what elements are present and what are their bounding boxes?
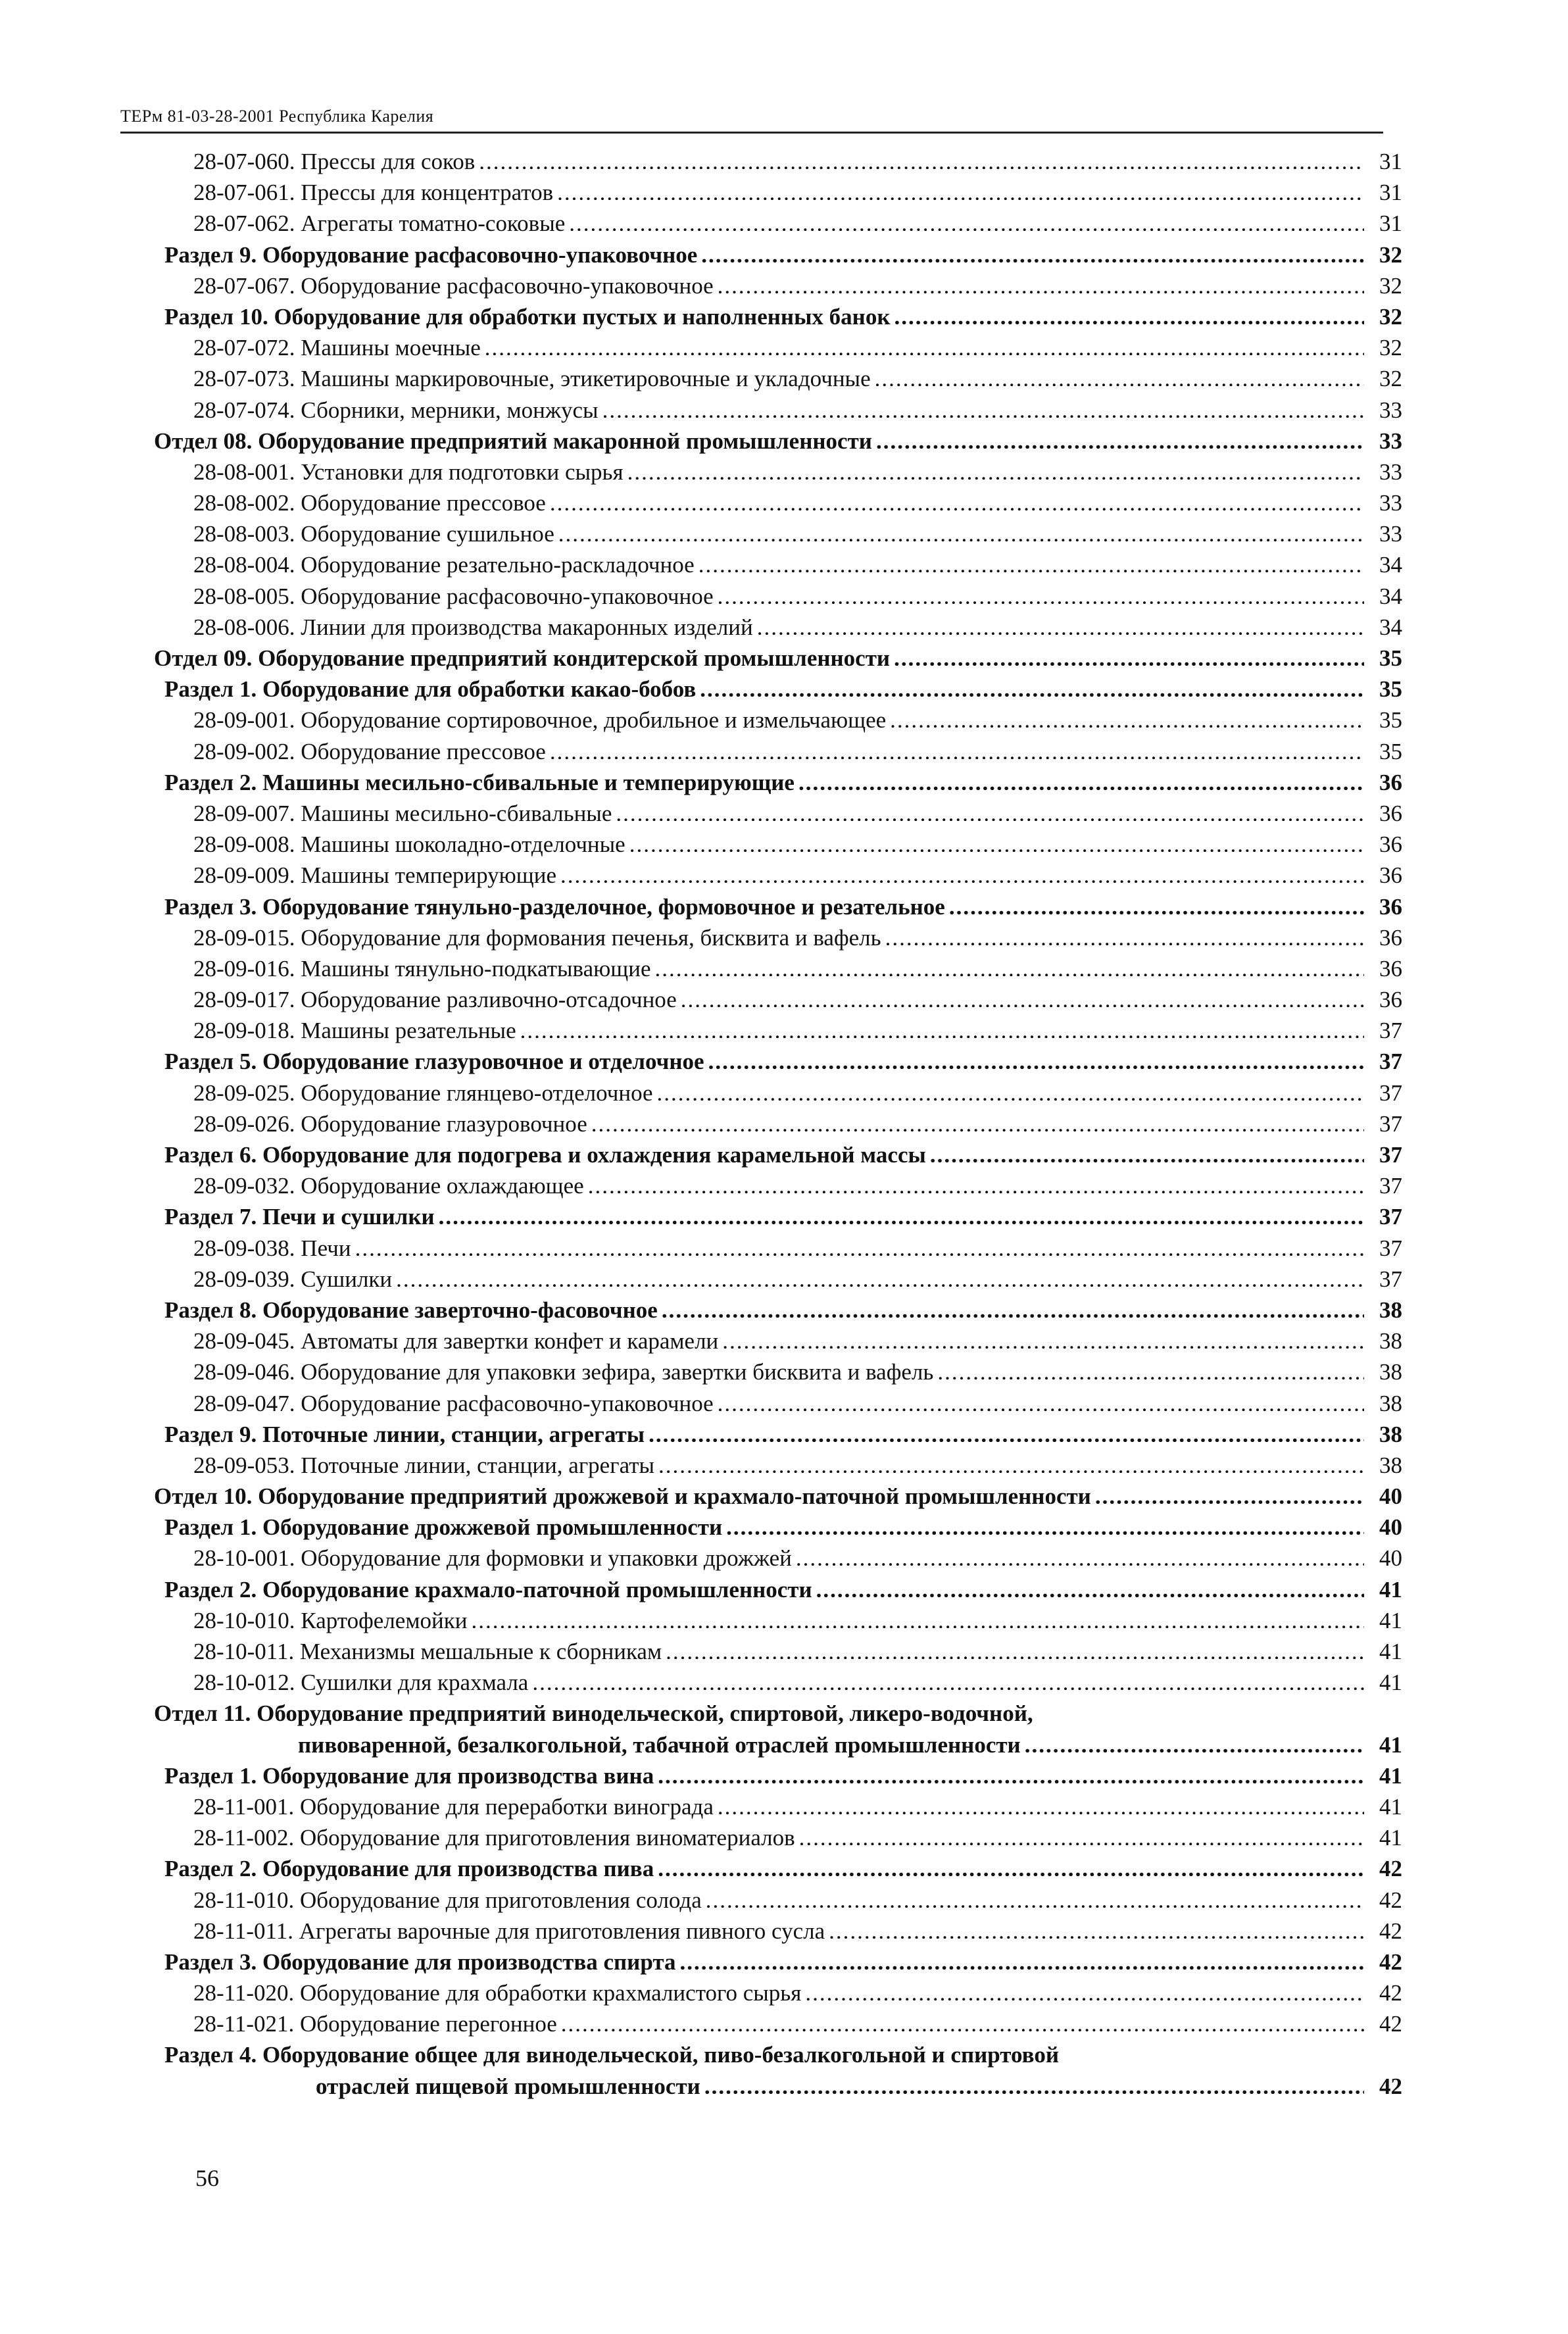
toc-entry xyxy=(141,860,1402,891)
dot-leader xyxy=(681,984,1364,1007)
toc-entry-page: 35 xyxy=(1379,645,1402,671)
toc-entry-page: 37 xyxy=(1379,1142,1402,1168)
toc-entry xyxy=(141,1326,1402,1356)
toc-entry-page: 36 xyxy=(1379,955,1402,981)
toc-entry-title: 28-11-010. Оборудование для приготовления солода xyxy=(193,1887,702,1913)
toc-entry xyxy=(141,518,1402,549)
toc-entry-title: 28-11-001. Оборудование для переработки винограда xyxy=(193,1793,714,1820)
dot-leader xyxy=(949,891,1364,914)
toc-entry xyxy=(141,1139,1402,1170)
dot-leader xyxy=(550,487,1364,510)
toc-entry-title: 28-08-004. Оборудование резательно-раскладочное xyxy=(193,552,695,578)
dot-leader xyxy=(937,1356,1364,1379)
dot-leader xyxy=(757,612,1364,635)
dot-leader xyxy=(704,2071,1364,2094)
dot-leader xyxy=(829,1916,1364,1939)
toc-entry xyxy=(141,332,1402,363)
toc-entry xyxy=(141,549,1402,580)
toc-entry-page: 36 xyxy=(1379,893,1402,920)
toc-entry-page: 36 xyxy=(1379,832,1402,858)
toc-entry xyxy=(141,1108,1402,1139)
toc-entry-page: 38 xyxy=(1379,1359,1402,1385)
dot-leader xyxy=(627,457,1364,480)
dot-leader xyxy=(875,363,1364,386)
toc-entry xyxy=(141,1853,1402,1884)
toc-entry xyxy=(141,1947,1402,1977)
toc-entry xyxy=(141,1574,1402,1605)
toc-entry-title: 28-10-010. Картофелемойки xyxy=(193,1607,468,1633)
toc-entry-page: 32 xyxy=(1379,272,1402,299)
toc-entry-title: Раздел 6. Оборудование для подогрева и охлаждения карамельной массы xyxy=(164,1142,926,1168)
toc-entry xyxy=(141,612,1402,643)
toc-entry-title: 28-07-074. Сборники, мерники, монжусы xyxy=(193,397,599,423)
dot-leader xyxy=(550,736,1364,759)
toc-entry xyxy=(141,146,1402,177)
toc-entry-title: 28-07-060. Прессы для соков xyxy=(193,149,476,174)
toc-entry-title: 28-08-002. Оборудование прессовое xyxy=(193,490,546,516)
toc-entry xyxy=(141,395,1402,426)
toc-entry xyxy=(141,674,1402,705)
toc-entry-page: 31 xyxy=(1379,180,1402,206)
toc-entry xyxy=(141,1295,1402,1326)
toc-entry-page: 35 xyxy=(1379,738,1402,764)
toc-entry-title: Раздел 9. Поточные линии, станции, агрегаты xyxy=(164,1421,645,1447)
toc-entry-title: Раздел 7. Печи и сушилки xyxy=(164,1204,435,1230)
toc-entry xyxy=(141,1977,1402,2008)
dot-leader xyxy=(591,1108,1364,1131)
dot-leader xyxy=(876,426,1364,449)
toc-entry xyxy=(141,363,1402,394)
toc-entry-title: 28-09-002. Оборудование прессовое xyxy=(193,738,546,764)
toc-entry-page: 38 xyxy=(1379,1297,1402,1323)
dot-leader xyxy=(722,1326,1364,1349)
toc-entry-page: 40 xyxy=(1379,1483,1402,1510)
dot-leader xyxy=(718,1388,1364,1411)
dot-leader xyxy=(1025,1729,1364,1752)
toc-entry-title: 28-10-011. Механизмы мешальные к сборникам xyxy=(193,1639,662,1664)
toc-entry-page: 37 xyxy=(1379,1173,1402,1199)
dot-leader xyxy=(701,239,1364,262)
toc-entry-title: 28-09-007. Машины месильно-сбивальные xyxy=(193,800,612,826)
toc-entry-title: Раздел 2. Оборудование для производства пива xyxy=(164,1856,654,1882)
table-of-contents xyxy=(141,146,1402,2102)
toc-entry-page: 42 xyxy=(1379,1887,1402,1913)
toc-entry-page: 38 xyxy=(1379,1452,1402,1478)
toc-entry-title: 28-07-072. Машины моечные xyxy=(193,335,481,361)
toc-entry-page: 37 xyxy=(1379,1235,1402,1261)
toc-entry xyxy=(141,1015,1402,1046)
toc-entry-title: Раздел 9. Оборудование расфасовочно-упаковочное xyxy=(164,241,698,268)
toc-entry-page: 37 xyxy=(1379,1018,1402,1044)
toc-entry xyxy=(141,1078,1402,1108)
toc-entry-page: 38 xyxy=(1379,1328,1402,1354)
toc-entry-page: 40 xyxy=(1379,1545,1402,1572)
toc-entry xyxy=(141,891,1402,922)
toc-entry-page: 36 xyxy=(1379,862,1402,889)
dot-leader xyxy=(718,581,1364,604)
page-number: 56 xyxy=(195,2165,219,2191)
toc-entry-title: отраслей пищевой промышленности xyxy=(316,2073,700,2099)
toc-entry-title: 28-07-061. Прессы для концентратов xyxy=(193,180,554,206)
toc-entry xyxy=(141,1667,1402,1698)
toc-entry-title: 28-08-005. Оборудование расфасовочно-упаковочное xyxy=(193,583,714,609)
toc-entry xyxy=(141,1916,1402,1947)
toc-entry-page: 42 xyxy=(1379,1918,1402,1944)
dot-leader xyxy=(658,1760,1364,1783)
dot-leader xyxy=(532,1667,1364,1690)
toc-entry-title: 28-09-038. Печи xyxy=(193,1235,351,1261)
toc-entry-title: Раздел 3. Оборудование для производства спирта xyxy=(164,1949,676,1975)
toc-entry-page: 36 xyxy=(1379,924,1402,951)
toc-entry-title: Раздел 1. Оборудование дрожжевой промышленности xyxy=(164,1514,723,1541)
toc-entry-title: Раздел 3. Оборудование тянульно-разделочное, формовочное и резательное xyxy=(164,893,945,920)
toc-entry-title: Раздел 8. Оборудование заверточно-фасовочное xyxy=(164,1297,658,1323)
dot-leader xyxy=(616,798,1364,821)
toc-entry-title: 28-09-009. Машины темперирующие xyxy=(193,862,557,889)
dot-leader xyxy=(666,1636,1364,1659)
toc-entry xyxy=(141,1419,1402,1450)
toc-entry xyxy=(141,301,1402,332)
toc-entry-page: 38 xyxy=(1379,1421,1402,1447)
toc-entry-page: 32 xyxy=(1379,335,1402,361)
dot-leader xyxy=(558,518,1364,541)
toc-entry-title: Раздел 2. Машины месильно-сбивальные и темперирующие xyxy=(164,769,795,795)
dot-leader xyxy=(698,549,1364,572)
toc-entry-page: 37 xyxy=(1379,1110,1402,1137)
dot-leader xyxy=(355,1233,1364,1256)
toc-entry xyxy=(141,1885,1402,1916)
toc-entry xyxy=(141,1356,1402,1387)
dot-leader xyxy=(588,1170,1364,1193)
dot-leader xyxy=(655,953,1365,976)
toc-entry xyxy=(141,1046,1402,1077)
toc-entry-page: 41 xyxy=(1379,1639,1402,1664)
toc-entry-title: 28-11-021. Оборудование перегонное xyxy=(193,2011,557,2037)
toc-entry-title: Раздел 1. Оборудование для производства вина xyxy=(164,1762,654,1789)
dot-leader xyxy=(557,177,1364,200)
dot-leader xyxy=(890,705,1364,728)
toc-entry xyxy=(141,953,1402,984)
toc-entry-title: 28-09-016. Машины тянульно-подкатывающие xyxy=(193,955,651,981)
toc-entry-page: 32 xyxy=(1379,241,1402,268)
dot-leader xyxy=(629,829,1364,852)
toc-entry xyxy=(141,767,1402,798)
toc-entry-page: 42 xyxy=(1379,2011,1402,2037)
toc-entry-page: 31 xyxy=(1379,211,1402,237)
toc-entry xyxy=(141,487,1402,518)
dot-leader xyxy=(816,1574,1364,1597)
toc-entry-title: 28-09-047. Оборудование расфасовочно-упаковочное xyxy=(193,1390,714,1416)
toc-entry-page: 41 xyxy=(1379,1731,1402,1758)
toc-entry xyxy=(141,705,1402,735)
toc-entry xyxy=(141,457,1402,487)
dot-leader xyxy=(1095,1481,1364,1504)
toc-entry xyxy=(141,1233,1402,1264)
dot-leader xyxy=(520,1015,1364,1038)
dot-leader xyxy=(718,1791,1364,1814)
toc-entry-title: Раздел 10. Оборудование для обработки пустых и наполненных банок xyxy=(164,303,891,330)
toc-entry-page: 38 xyxy=(1379,1390,1402,1416)
dot-leader xyxy=(485,332,1364,355)
dot-leader xyxy=(706,1885,1364,1908)
toc-entry xyxy=(141,208,1402,239)
toc-entry-page: 37 xyxy=(1379,1266,1402,1292)
toc-entry-title: 28-09-018. Машины резательные xyxy=(193,1018,516,1044)
toc-entry xyxy=(141,1481,1402,1512)
toc-entry-title: Отдел 08. Оборудование предприятий макаронной промышленности xyxy=(154,428,872,454)
toc-entry xyxy=(141,581,1402,612)
toc-entry-page: 36 xyxy=(1379,800,1402,826)
toc-entry-title: 28-11-002. Оборудование для приготовления виноматериалов xyxy=(193,1825,795,1851)
toc-entry-page: 41 xyxy=(1379,1793,1402,1820)
dot-leader xyxy=(894,643,1364,666)
toc-entry-page: 41 xyxy=(1379,1825,1402,1851)
dot-leader xyxy=(718,270,1364,293)
toc-entry-title: Раздел 2. Оборудование крахмало-паточной промышленности xyxy=(164,1576,812,1602)
toc-entry-title: 28-07-073. Машины маркировочные, этикетировочные и укладочные xyxy=(193,366,871,392)
toc-entry-page: 33 xyxy=(1379,490,1402,516)
dot-leader xyxy=(894,301,1365,324)
toc-entry xyxy=(141,239,1402,270)
toc-entry-page: 33 xyxy=(1379,459,1402,485)
toc-entry xyxy=(141,2008,1402,2039)
toc-entry xyxy=(141,736,1402,767)
dot-leader xyxy=(662,1295,1364,1318)
toc-entry xyxy=(141,798,1402,829)
toc-entry xyxy=(141,270,1402,301)
toc-entry xyxy=(141,426,1402,457)
dot-leader xyxy=(560,860,1364,883)
dot-leader xyxy=(657,1078,1364,1101)
toc-entry xyxy=(141,643,1402,674)
dot-leader xyxy=(471,1605,1364,1628)
toc-entry-title: 28-09-046. Оборудование для упаковки зефира, завертки бисквита и вафель xyxy=(193,1359,934,1385)
toc-entry-title: пивоваренной, безалкогольной, табачной отраслей промышленности xyxy=(298,1731,1021,1758)
toc-entry-page: 33 xyxy=(1379,521,1402,547)
toc-entry-title: 28-09-045. Автоматы для завертки конфет и карамели xyxy=(193,1328,719,1354)
toc-entry-page: 36 xyxy=(1379,769,1402,795)
toc-entry xyxy=(141,2039,1402,2101)
toc-entry xyxy=(141,984,1402,1015)
dot-leader xyxy=(805,1977,1364,2000)
toc-entry-page: 42 xyxy=(1379,1980,1402,2006)
dot-leader xyxy=(658,1853,1364,1876)
toc-entry-title: Раздел 4. Оборудование общее для винодельческой, пиво-безалкогольной и спиртовой xyxy=(164,2042,1059,2068)
toc-entry xyxy=(141,1170,1402,1201)
dot-leader xyxy=(708,1046,1364,1069)
toc-entry xyxy=(141,1388,1402,1419)
toc-entry-page: 37 xyxy=(1379,1080,1402,1106)
toc-entry-page: 40 xyxy=(1379,1514,1402,1541)
dot-leader xyxy=(726,1512,1364,1535)
dot-leader xyxy=(396,1264,1364,1287)
toc-entry-page: 32 xyxy=(1379,366,1402,392)
toc-entry xyxy=(141,177,1402,208)
toc-entry xyxy=(141,1201,1402,1232)
toc-entry-page: 34 xyxy=(1379,552,1402,578)
toc-entry-page: 34 xyxy=(1379,614,1402,640)
dot-leader xyxy=(885,922,1364,945)
toc-entry-title: 28-09-026. Оборудование глазуровочное xyxy=(193,1110,587,1137)
toc-entry-page: 33 xyxy=(1379,397,1402,423)
toc-entry-title: 28-08-006. Линии для производства макаронных изделий xyxy=(193,614,753,640)
toc-entry-page: 37 xyxy=(1379,1049,1402,1075)
toc-entry-page: 42 xyxy=(1379,2073,1402,2099)
toc-entry-page: 42 xyxy=(1379,1856,1402,1882)
toc-entry-title: Отдел 10. Оборудование предприятий дрожжевой и крахмало-паточной промышленности xyxy=(154,1483,1091,1510)
dot-leader xyxy=(798,767,1364,790)
toc-entry-page: 41 xyxy=(1379,1607,1402,1633)
toc-entry-title: 28-08-003. Оборудование сушильное xyxy=(193,521,554,547)
toc-entry-title: Отдел 11. Оборудование предприятий винодельческой, спиртовой, ликеро-водочной, xyxy=(154,1701,1033,1727)
toc-entry-page: 41 xyxy=(1379,1762,1402,1789)
toc-entry xyxy=(141,1698,1402,1760)
toc-entry-title: 28-10-012. Сушилки для крахмала xyxy=(193,1670,529,1696)
toc-entry-page: 41 xyxy=(1379,1670,1402,1696)
toc-entry xyxy=(141,922,1402,953)
toc-entry-page: 35 xyxy=(1379,676,1402,703)
toc-entry xyxy=(141,1512,1402,1543)
toc-entry-title: 28-09-053. Поточные линии, станции, агрегаты xyxy=(193,1452,655,1478)
dot-leader xyxy=(796,1543,1364,1566)
toc-entry-title: 28-09-017. Оборудование разливочно-отсадочное xyxy=(193,987,677,1013)
toc-entry xyxy=(141,1450,1402,1481)
dot-leader xyxy=(700,674,1364,697)
toc-entry xyxy=(141,1791,1402,1822)
toc-entry-title: 28-09-015. Оборудование для формования печенья, бисквита и вафель xyxy=(193,924,881,951)
toc-entry-page: 31 xyxy=(1379,149,1402,174)
toc-entry-title: 28-09-025. Оборудование глянцево-отделочное xyxy=(193,1080,653,1106)
running-header: ТЕРм 81-03-28-2001 Республика Карелия xyxy=(120,107,1383,134)
toc-entry-title: 28-11-020. Оборудование для обработки крахмалистого сырья xyxy=(193,1980,802,2006)
dot-leader xyxy=(658,1450,1364,1473)
toc-entry xyxy=(141,1760,1402,1791)
toc-entry-page: 37 xyxy=(1379,1204,1402,1230)
toc-entry-title: 28-10-001. Оборудование для формовки и упаковки дрожжей xyxy=(193,1545,792,1572)
toc-entry-page: 33 xyxy=(1379,428,1402,454)
dot-leader xyxy=(799,1822,1364,1845)
dot-leader xyxy=(649,1419,1364,1442)
toc-entry-page: 32 xyxy=(1379,303,1402,330)
dot-leader xyxy=(679,1947,1364,1970)
toc-entry-title: Отдел 09. Оборудование предприятий кондитерской промышленности xyxy=(154,645,891,671)
toc-entry-page: 42 xyxy=(1379,1949,1402,1975)
toc-entry-title: Раздел 5. Оборудование глазуровочное и отделочное xyxy=(164,1049,704,1075)
toc-entry-title: 28-11-011. Агрегаты варочные для приготовления пивного сусла xyxy=(193,1918,825,1944)
toc-entry-title: Раздел 1. Оборудование для обработки какао-бобов xyxy=(164,676,697,703)
toc-entry-title: 28-09-001. Оборудование сортировочное, дробильное и измельчающее xyxy=(193,707,887,733)
dot-leader xyxy=(479,146,1364,169)
toc-entry xyxy=(141,1605,1402,1636)
toc-entry-page: 36 xyxy=(1379,987,1402,1013)
toc-entry xyxy=(141,1636,1402,1667)
toc-entry xyxy=(141,1264,1402,1295)
toc-entry xyxy=(141,1543,1402,1574)
dot-leader xyxy=(602,395,1364,418)
dot-leader xyxy=(930,1139,1364,1162)
toc-entry-title: 28-08-001. Установки для подготовки сырья xyxy=(193,459,624,485)
toc-entry-title: 28-09-039. Сушилки xyxy=(193,1266,393,1292)
dot-leader xyxy=(439,1201,1364,1224)
toc-entry-page: 34 xyxy=(1379,583,1402,609)
toc-entry-title: 28-09-032. Оборудование охлаждающее xyxy=(193,1173,584,1199)
toc-entry-page: 35 xyxy=(1379,707,1402,733)
dot-leader xyxy=(561,2008,1364,2031)
toc-entry-title: 28-09-008. Машины шоколадно-отделочные xyxy=(193,832,625,858)
toc-entry-page: 41 xyxy=(1379,1576,1402,1602)
dot-leader xyxy=(569,208,1364,231)
toc-entry-title: 28-07-062. Агрегаты томатно-соковые xyxy=(193,211,566,237)
toc-entry xyxy=(141,1822,1402,1853)
toc-entry xyxy=(141,829,1402,860)
toc-entry-title: 28-07-067. Оборудование расфасовочно-упаковочное xyxy=(193,272,714,299)
